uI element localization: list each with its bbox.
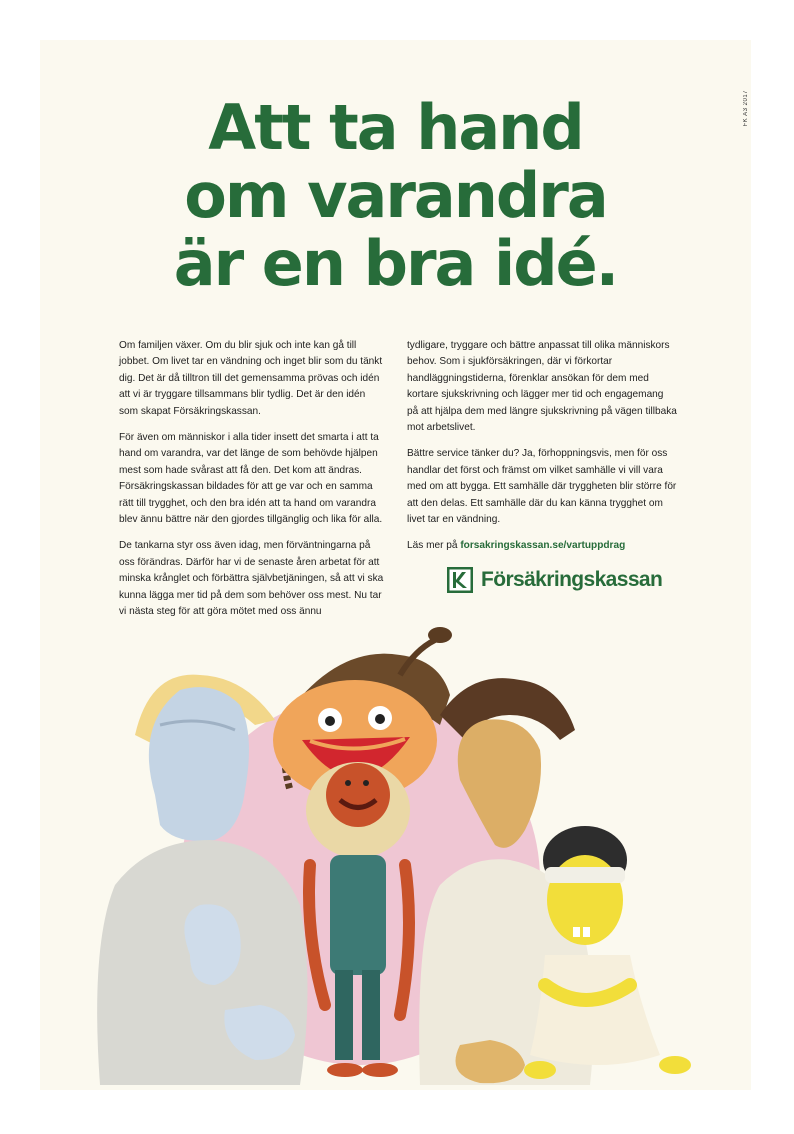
paragraph: De tankarna styr oss även idag, men förväntningarna på oss förändras. Därför har vi de senaste åren arbetat för att minska krånglet och förbättra självbetjäningen, så att vi ska kunna lägga mer tid på dem som behöver oss mest. Nu tar vi nästa steg för att göra mötet med oss ännu <box>119 540 384 618</box>
read-more-link[interactable]: forsakringskassan.se/vartuppdrag <box>460 540 626 552</box>
body-column-left <box>119 338 387 631</box>
paragraph: tydligare, tryggare och bättre anpassat till olika människors behov. Som i sjukförsäkringen, där vi förkortar handläggningstiderna, förenklar ansökan för dem med kortare sjukskrivning och lägger mer tid och engagemang på att hjälpa dem med längre sjukskrivning på vägen tillbaka mot arbetslivet. <box>407 340 677 434</box>
body-column-right <box>407 338 677 565</box>
print-code: FK A3 2017 <box>743 90 749 127</box>
puppets-photo <box>40 615 751 1085</box>
paragraph: Om familjen växer. Om du blir sjuk och inte kan gå till jobbet. Om livet tar en vändning och inget blir som du tänkt dig. Det är då tilltron till det gemensamma prövas och idén att vi är tryggare tillsammans blir tydlig. Det är den idén som skapat Försäkringskassan. <box>119 340 383 417</box>
headline <box>40 91 751 300</box>
headline-line-2: om varandra <box>184 159 607 232</box>
paragraph: För även om människor i alla tider insett det smarta i att ta hand om varandra, var det länge de som behövde hjälpen mest som hade svårast att få den. Det kom att ändras. Försäkringskassan bildades för att ge var och en samma rätt till trygghet, och den bra idén att ta hand om varandra blev ännu bättre när den gjordes tillgänglig och lika för alla. <box>119 432 383 526</box>
headline-line-1: Att ta hand <box>208 91 583 164</box>
brand-name: Försäkringskassan <box>481 568 663 591</box>
brand-logo <box>447 567 662 593</box>
read-more-prefix: Läs mer på <box>407 540 461 552</box>
paragraph: Bättre service tänker du? Ja, förhoppningsvis, men för oss handlar det först och främst om vilket samhälle vi vill vara med om att bygga. Ett samhälle där tryggheten blir större för att den delas. Ett samhälle där du kan känna trygghet om livet tar en vändning. <box>407 448 677 526</box>
read-more-line <box>407 538 677 554</box>
headline-line-3: är en bra idé. <box>173 227 618 300</box>
advertisement-page <box>40 40 751 1090</box>
forsakringskassan-logo-icon <box>447 567 473 593</box>
